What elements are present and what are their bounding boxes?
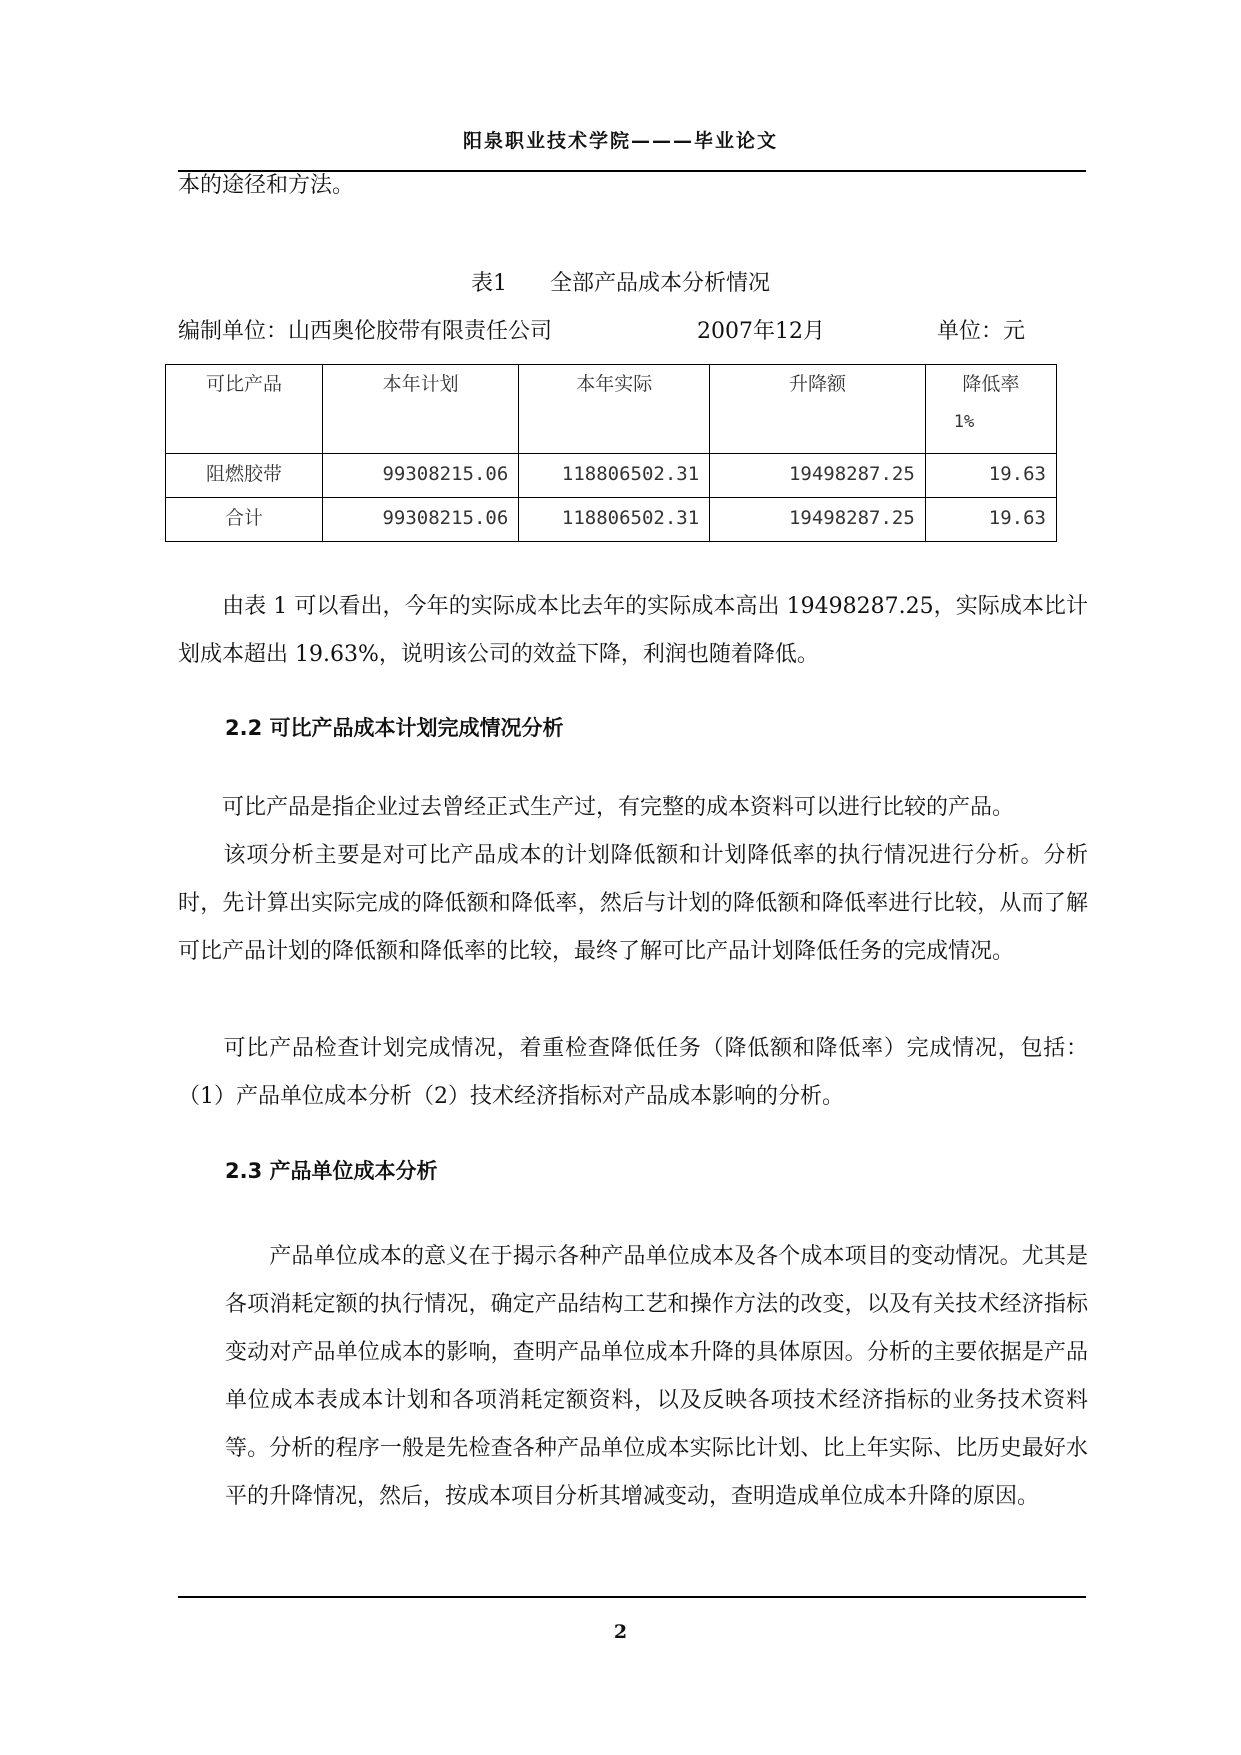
paragraph: 产品单位成本的意义在于揭示各种产品单位成本及各个成本项目的变动情况。尤其是各项消耗定额的执行情况，确定产品结构工艺和操作方法的改变，以及有关技术经济指标变动对产品单位成本的影响，查明产品单位成本升降的具体原因。分析的主要依据是产品单位成本表成本计划和各项消耗定额资料，以及反映各项技术经济指标的业务技术资料等。分析的程序一般是先检查各种产品单位成本实际比计划、比上年实际、比历史最好水平的升降情况，然后，按成本项目分析其增减变动，查明造成单位成本升降的原因。	[225, 1244, 1088, 1509]
section-heading: 2.2 可比产品成本计划完成情况分析	[225, 716, 564, 740]
cost-analysis-table	[165, 364, 1057, 542]
table-cell: 99308215.06	[322, 498, 518, 542]
paragraph: 由表 1 可以看出，今年的实际成本比去年的实际成本高出 19498287.25，实际成本比计划成本超出 19.63%，说明该公司的效益下降，利润也随着降低。	[178, 594, 1088, 667]
header-cell: 可比产品	[166, 365, 323, 454]
header-cell: 本年计划	[322, 365, 518, 454]
table-cell: 19.63	[925, 498, 1056, 542]
paragraph: 可比产品是指企业过去曾经正式生产过，有完整的成本资料可以进行比较的产品。	[178, 795, 1015, 820]
table-unit: 单位：元	[937, 319, 1026, 344]
continuation-text: 本的途径和方法。	[178, 173, 355, 198]
table-cell: 19498287.25	[710, 498, 926, 542]
footer-rule	[178, 1596, 1086, 1598]
header-cell: 升降额	[710, 365, 926, 454]
table-caption	[0, 266, 1241, 297]
table-row	[166, 498, 1057, 542]
header-cell-label: 降低率	[962, 373, 1020, 395]
page-header-title: 阳泉职业技术学院———毕业论文	[462, 130, 778, 152]
paragraph: 该项分析主要是对可比产品成本的计划降低额和计划降低率的执行情况进行分析。分析时，先计算出实际完成的降低额和降低率，然后与计划的降低额和降低率进行比较，从而了解可比产品计划的降低额和降低率的比较，最终了解可比产品计划降低任务的完成情况。	[178, 843, 1088, 964]
table-cell: 118806502.31	[519, 454, 710, 498]
header-cell	[925, 365, 1056, 454]
table-cell: 19498287.25	[710, 454, 926, 498]
header-cell-unit: 1%	[953, 412, 975, 432]
table-cell: 阻燃胶带	[166, 454, 323, 498]
paragraph: 可比产品检查计划完成情况，着重检查降低任务（降低额和降低率）完成情况，包括：（1）产品单位成本分析（2）技术经济指标对产品成本影响的分析。	[178, 1036, 1088, 1109]
header-cell: 本年实际	[519, 365, 710, 454]
table-cell: 19.63	[925, 454, 1056, 498]
page-number: 2	[613, 1621, 628, 1643]
table-caption-title: 全部产品成本分析情况	[549, 271, 770, 296]
table-caption-number: 表1	[470, 271, 507, 296]
table-cell: 118806502.31	[519, 498, 710, 542]
table-cell: 99308215.06	[322, 454, 518, 498]
table-date: 2007年12月	[697, 319, 825, 344]
table-row	[166, 454, 1057, 498]
table-header-row	[166, 365, 1057, 454]
section-heading: 2.3 产品单位成本分析	[225, 1159, 438, 1183]
table-cell: 合计	[166, 498, 323, 542]
table-org: 编制单位：山西奥伦胶带有限责任公司	[178, 319, 553, 344]
